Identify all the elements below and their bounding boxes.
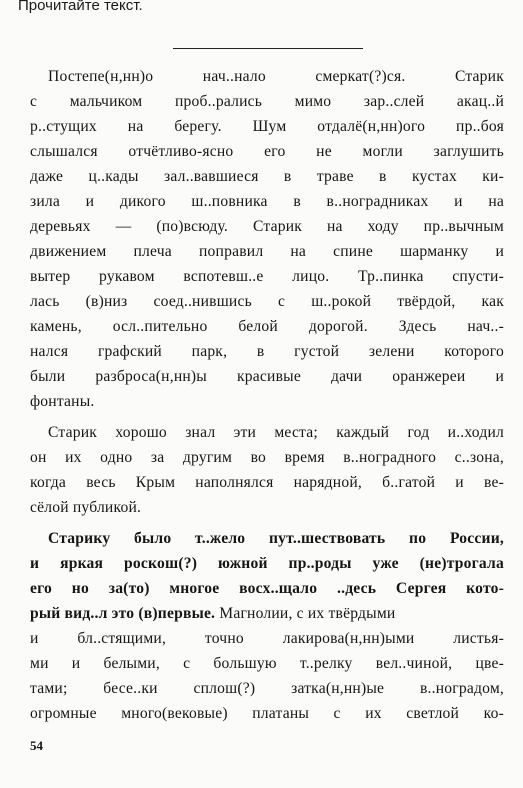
page-number: 54	[30, 738, 43, 753]
text-line: даже ц..кады зал..вавшиеся в траве в кустах ки-	[30, 168, 504, 185]
text-line: фонтаны.	[30, 393, 95, 410]
text-fragment: Магнолии, с их твёрдыми	[215, 605, 396, 622]
task-instruction: Прочитайте текст.	[18, 0, 143, 14]
text-line: огромные много(вековые) платаны с их светлой ко-	[30, 705, 504, 722]
text-line: слышался отчётливо-ясно его не могли заглушить	[30, 143, 504, 160]
text-line: лась (в)низ соед..нившись с ш..рокой твёрдой, как	[30, 293, 504, 310]
text-line: сёлой публикой.	[30, 499, 142, 516]
text-line: р..стущих на берегу. Шум отдалё(н,нн)ого пр..боя	[30, 118, 504, 135]
text-line: Постепе(н,нн)о нач..нало смеркат(?)ся. Старик	[48, 68, 504, 85]
text-fragment-bold: рый вид..л это (в)первые.	[30, 605, 216, 622]
text-line: он их одно за другим во время в..ноградного с..зона,	[30, 449, 504, 466]
text-line: деревьях — (по)всюду. Старик на ходу пр..вычным	[30, 218, 504, 235]
text-line: камень, осл..пительно белой дорогой. Здесь нач..-	[30, 318, 504, 335]
text-line: нался графский парк, в густой зелени которого	[30, 343, 504, 360]
text-line: были разброса(н,нн)ы красивые дачи оранжереи и	[30, 368, 504, 385]
text-line: с мальчиком проб..рались мимо зар..слей акац..й	[30, 93, 504, 110]
text-line-bold: его но за(то) многое восх..щало ..десь Сергея кото-	[30, 580, 504, 597]
text-line: тами; бесе..ки сплош(?) затка(н,нн)ые в..ноградом,	[30, 680, 504, 697]
text-line: и бл..стящими, точно лакирова(н,нн)ыми листья-	[30, 630, 504, 647]
text-line-mixed	[30, 601, 504, 626]
text-line: вытер рукавом вспотевш..е лицо. Тр..пинка спусти-	[30, 268, 504, 285]
text-line-bold: и яркая роскош(?) южной пр..роды уже (не)трогала	[30, 555, 504, 572]
text-line: движением плеча поправил на спине шарманку и	[30, 243, 504, 260]
separator-line	[173, 48, 363, 49]
text-line: ми и белыми, с большую т..релку вел..чиной, цве-	[30, 655, 504, 672]
text-line-bold: Старику было т..жело пут..шествовать по России,	[48, 530, 504, 547]
text-line: Старик хорошо знал эти места; каждый год и..ходил	[48, 424, 504, 441]
text-line: зила и дикого ш..повника в в..ноградниках и на	[30, 193, 504, 210]
text-line: когда весь Крым наполнялся нарядной, б..гатой и ве-	[30, 474, 504, 491]
